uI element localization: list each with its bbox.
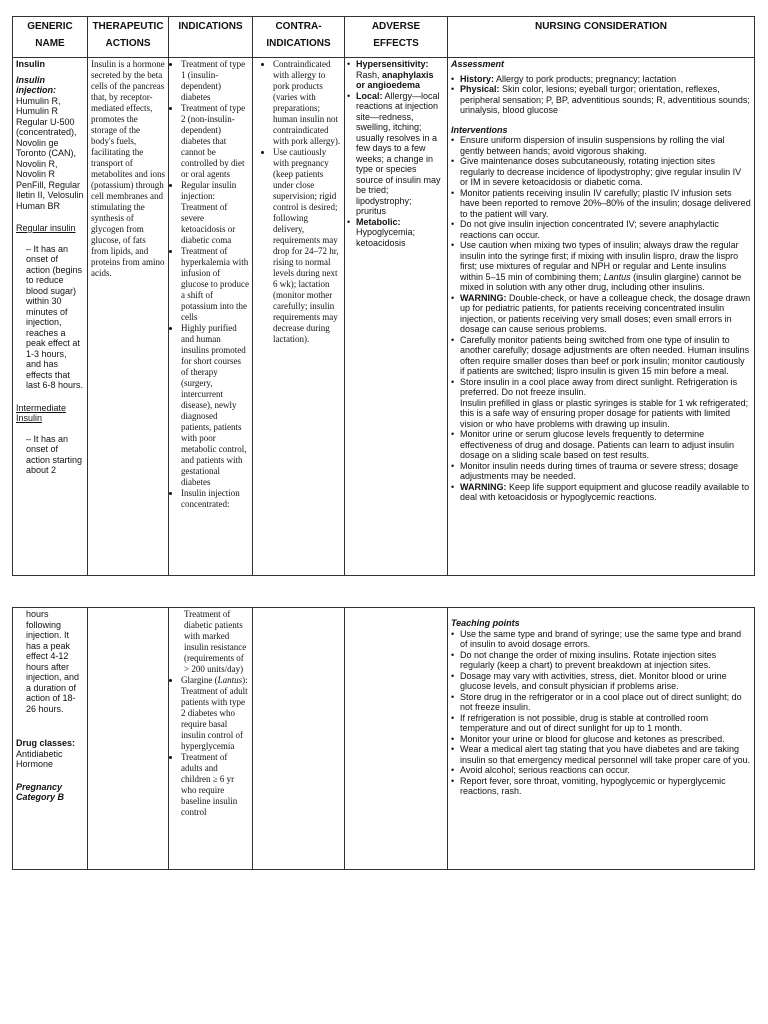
adverse-hypersensitivity — [356, 59, 444, 91]
contraindications-list — [256, 59, 341, 345]
glargine-indication: • Glargine (Lantus): Treatment of adult patients with type 2 diabetes who require basal insulin control of hyperglycemia — [181, 675, 249, 752]
teaching-item: • Wear a medical alert tag stating that you have diabetes and are taking insulin so that emergency medical personnel will take proper care of you. — [460, 744, 751, 765]
warning-text: Keep life support equipment and glucose readily available to deal with ketoacidosis or hypoglycemic reactions. — [460, 481, 750, 502]
children-indication: • Treatment of adults and children ≥ 6 yr who require baseline insulin control — [181, 752, 249, 818]
header-adverse-effects: ADVERSE EFFECTS — [345, 17, 448, 58]
drug-table-page-2 — [12, 607, 755, 870]
generic-name-cell-continued — [13, 608, 88, 870]
mixing-text: Use caution when mixing two types of insulin; always draw the regular insulin into the syringe first; if mixing with insulin lispro, draw the lispro first; use mixtures of regular and NPH or regular and Lente insulins within 5–15 min of combining them; — [460, 240, 739, 282]
teaching-item: • Do not change the order of mixing insulins. Rotate injection sites regularly (keep a chart) to prevent breakdown at injection sites. — [460, 650, 751, 671]
intervention-item: • Carefully monitor patients being switched from one type of insulin to another carefully; dosage adjustments are often needed. Human insulins often require smaller doses than beef or pork insulin; monitor cautiously if patients are switched; lispro insulin is given 15 min before a meal. — [460, 335, 751, 377]
contraindications-cell — [253, 58, 345, 576]
indication-item: • Insulin injection concentrated: — [181, 488, 249, 510]
warning-text: Double-check, or have a colleague check, the dosage drawn up for pediatric patients, for patients receiving concentrated insulin injection, or patients receiving very small doses; even small errors in dosage can cause serious problems. — [460, 292, 751, 334]
assessment-heading: Assessment — [451, 59, 505, 69]
indication-item: • Treatment of hyperkalemia with infusion of glucose to produce a shift of potassium into the cells — [181, 246, 249, 323]
teaching-heading: Teaching points — [451, 618, 520, 628]
history-text: Allergy to pork products; pregnancy; lactation — [496, 73, 677, 84]
header-nursing-consideration: NURSING CONSIDERATION — [448, 17, 755, 58]
continued-row — [13, 608, 755, 870]
intervention-item — [460, 482, 751, 503]
lantus-brand: Lantus — [603, 271, 631, 282]
indications-list — [172, 59, 249, 510]
indication-item: • Highly purified and human insulins promoted for short courses of therapy (surgery, intercurrent disease), newly diagnosed patients, patients with poor metabolic control, and patients with gestational diabetes — [181, 323, 249, 488]
glargine-text: Treatment of adult patients with type 2 diabetes who require basal insulin control of hyperglycemia — [181, 686, 248, 751]
generic-name-cell — [13, 58, 88, 576]
brand-names: Humulin R, Humulin R Regular U-500 (concentrated), Novolin ge Toronto (CAN), Novolin R, Novolin R PenFill, Regular Iletin II, Velosulin Human BR — [16, 95, 84, 211]
teaching-item: • Avoid alcohol; serious reactions can occur. — [460, 765, 751, 776]
adverse-local — [356, 91, 444, 217]
therapeutic-actions-cell-continued — [88, 608, 169, 870]
therapeutic-actions-cell — [88, 58, 169, 576]
injection-label: Insulin injection: — [16, 74, 56, 95]
history-label: History: — [460, 73, 495, 84]
header-generic-name: GENERIC NAME — [13, 17, 88, 58]
physical-text: Skin color, lesions; eyeball turgor; orientation, reflexes, peripheral sensation; P, BP, adventitious sounds; R, adventitious sounds; urinalysis, blood glucose — [460, 84, 750, 115]
contraindication-item: • Contraindicated with allergy to pork products (varies with preparations; human insulin not contraindicated with pork allergy). — [273, 59, 341, 147]
physical-label: Physical: — [460, 84, 500, 94]
drug-classes-label: Drug classes: — [16, 738, 76, 748]
header-therapeutic-actions: THERAPEUTIC ACTIONS — [88, 17, 169, 58]
teaching-item: • Store drug in the refrigerator or in a cool place out of direct sunlight; do not freeze insulin. — [460, 692, 751, 713]
teaching-item: • Use the same type and brand of syringe; use the same type and brand of insulin to avoid dosage errors. — [460, 629, 751, 650]
adverse-effects-list — [348, 59, 444, 248]
warning-label: WARNING: — [460, 292, 507, 303]
intervention-item: • Monitor urine or serum glucose levels frequently to determine effectiveness of drug and dosage. Patients can learn to adjust insulin dosage on a sliding scale based on test results. — [460, 429, 751, 461]
contraindications-cell-continued — [253, 608, 345, 870]
intermediate-insulin-desc: – It has an onset of action starting about 2 — [26, 433, 83, 475]
intervention-item: • Monitor patients receiving insulin IV carefully; plastic IV infusion sets have been reported to remove 20%–80% of the insulin; dosage delivered to the patient will vary. — [460, 188, 751, 220]
interventions-heading: Interventions — [451, 124, 508, 135]
adverse-effects-cell-continued — [345, 608, 448, 870]
intervention-item — [460, 377, 751, 430]
hypersensitivity-text: Rash, — [356, 69, 380, 80]
assessment-history — [460, 74, 751, 85]
teaching-item: • Report fever, sore throat, vomiting, hypoglycemic or hyperglycemic reactions, rash. — [460, 776, 751, 797]
header-indications: INDICATIONS — [169, 17, 253, 58]
drug-table-page-1 — [12, 16, 755, 576]
assessment-list — [451, 74, 751, 116]
mixing-text-2: (insulin glargine) cannot be mixed in solution with any other drug, including other insulins. — [460, 271, 742, 292]
pregnancy-category: Pregnancy Category B — [16, 781, 65, 802]
indications-cell-continued — [169, 608, 253, 870]
hypersensitivity-severe: anaphylaxis or angioedema — [356, 69, 434, 90]
intervention-item: • Monitor insulin needs during times of trauma or severe stress; dosage adjustments may be needed. — [460, 461, 751, 482]
adverse-effects-cell — [345, 58, 448, 576]
drug-title: Insulin — [16, 59, 45, 69]
intervention-item — [460, 293, 751, 335]
local-text: Allergy—local reactions at injection site—redness, swelling, itching; usually resolves in a few days to a few weeks; a change in type or species source of insulin may be tried; lipodystrophy; pruritus — [356, 90, 441, 216]
local-label: Local: — [356, 90, 383, 101]
regular-insulin-label: Regular insulin — [16, 223, 76, 233]
prefilled-text: Insulin prefilled in glass or plastic syringes is stable for 1 wk refrigerated; this is a safe way of ensuring proper dosage for patients with limited vision or who have problems with drawing up insulin. — [460, 397, 749, 429]
therapeutic-text: Insulin is a hormone secreted by the beta cells of the pancreas that, by receptor-mediated effects, promotes the storage of the body's fuels, facilitating the transport of metabolites and ions (potassium) through cell membranes and stimulating the synthesis of glycogen from glucose, of fats from lipids, and proteins from amino acids. — [91, 59, 165, 278]
hypersensitivity-label: Hypersensitivity: — [356, 59, 429, 69]
warning-label: WARNING: — [460, 481, 507, 492]
header-contraindications: CONTRA-INDICATIONS — [253, 17, 345, 58]
assessment-physical — [460, 84, 751, 116]
glargine-brand: Lantus — [217, 675, 243, 685]
contraindication-item: • Use cautiously with pregnancy (keep patients under close supervision; rigid control is desired; following delivery, requirements may drop for 24–72 hr, rising to normal levels during next 6 wk); lactation (monitor mother carefully; insulin requirements may decrease during lactation). — [273, 147, 341, 345]
content-row — [13, 58, 755, 576]
intervention-item: • Give maintenance doses subcutaneously, rotating injection sites regularly to decrease incidence of lipodystrophy; give regular insulin IV or IM in severe ketoacidosis or diabetic coma. — [460, 156, 751, 188]
header-row — [13, 17, 755, 58]
intermediate-insulin-label: Intermediate Insulin — [16, 402, 67, 423]
glargine-name: Glargine — [181, 675, 213, 685]
concentrated-indication: Treatment of diabetic patients with marked insulin resistance (requirements of > 200 units/day) — [184, 609, 247, 674]
indication-item: • Treatment of type 1 (insulin-dependent) diabetes — [181, 59, 249, 103]
teaching-item: • Dosage may vary with activities, stress, diet. Monitor blood or urine glucose levels, and consult physician if problems arise. — [460, 671, 751, 692]
intervention-item — [460, 240, 751, 293]
metabolic-label: Metabolic: — [356, 216, 401, 227]
indication-item: • Regular insulin injection: Treatment of severe ketoacidosis or diabetic coma — [181, 180, 249, 246]
indications-cell — [169, 58, 253, 576]
intermediate-insulin-desc-continued: hours following injection. It has a peak effect 4-12 hours after injection, and a duration of action of 18-26 hours. — [26, 609, 80, 714]
storage-text: Store insulin in a cool place away from direct sunlight. Refrigeration is preferred. Do not freeze insulin. — [460, 376, 738, 397]
interventions-list — [451, 135, 751, 503]
intervention-item: • Do not give insulin injection concentrated IV; severe anaphylactic reactions can occur. — [460, 219, 751, 240]
drug-classes: Antidiabetic Hormone — [16, 748, 63, 769]
metabolic-text: Hypoglycemia; ketoacidosis — [356, 227, 416, 248]
teaching-list — [451, 629, 751, 797]
nursing-cell-continued — [448, 608, 755, 870]
intervention-item: • Ensure uniform dispersion of insulin suspensions by rolling the vial gently between hands; avoid vigorous shaking. — [460, 135, 751, 156]
teaching-item: • If refrigeration is not possible, drug is stable at controlled room temperature and out of direct sunlight for up to 1 month. — [460, 713, 751, 734]
indications-list-continued — [172, 675, 249, 818]
regular-insulin-desc: – It has an onset of action (begins to reduce blood sugar) within 30 minutes of injection, reaches a peak effect at 1-3 hours, and has effects that last 6-8 hours. — [26, 243, 84, 390]
nursing-cell — [448, 58, 755, 576]
indication-item: • Treatment of type 2 (non-insulin-dependent) diabetes that cannot be controlled by diet or oral agents — [181, 103, 249, 180]
teaching-item: • Monitor your urine or blood for glucose and ketones as prescribed. — [460, 734, 751, 745]
adverse-metabolic — [356, 217, 444, 249]
